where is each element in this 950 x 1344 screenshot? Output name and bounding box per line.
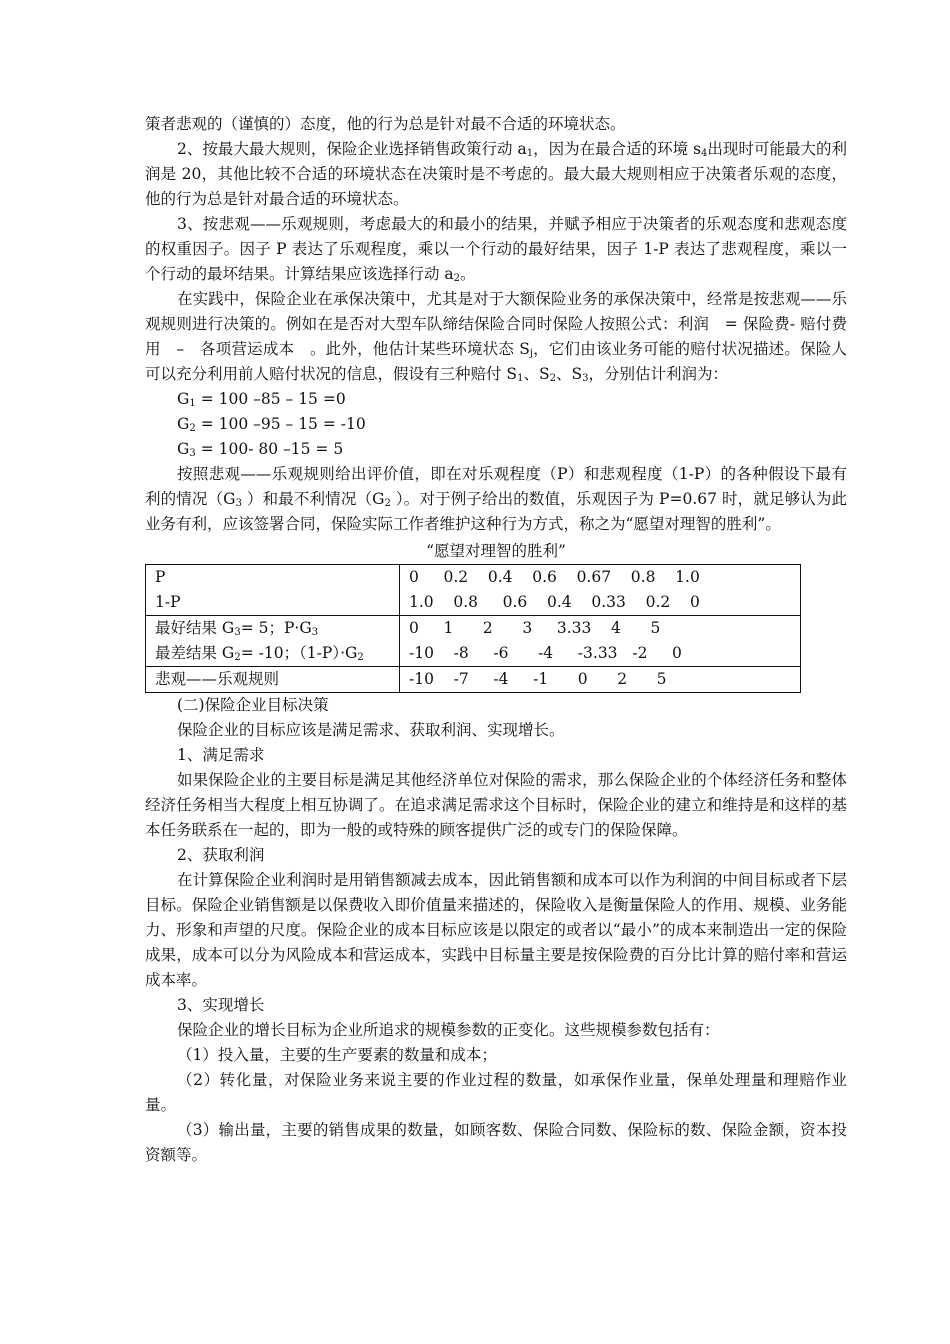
subsection-heading: 2、获取利润 [177, 846, 265, 864]
paragraph-practice: 在实践中，保险企业在承保决策中，尤其是对于大额保险业务的承保决策中，经常是按悲观——乐观规则进行决策的。例如在是否对大型车队缔结保险合同时保险人按照公式：利润 = 保险费- 赔付费用 – 各项营运成本 。此外，他估计某些环境状态 $S_j$，它们由该业务可能的赔付状况描述。保险人可以充分利用前人赔付状况的信息，假设有三种赔付 $S_1$、$S_2$、$S_3$，分别估计利润为： [145, 290, 847, 384]
list-item: （3）输出量，主要的销售成果的数量，如顾客数、保险合同数、保险标的数、保险金额，资本投资额等。 [145, 1121, 847, 1164]
label-hurwicz: 悲观——乐观规则 [146, 667, 400, 693]
label-best-result: 最好结果 $G_3= 5$；$P\cdot G_3$ [155, 619, 319, 638]
paragraph-growth-intro: 保险企业的增长目标为企业所追求的规模参数的正变化。这些规模参数包括有： [177, 1021, 720, 1039]
values-hurwicz: -10 -7 -4 -1 0 2 5 [400, 667, 801, 693]
table-row [146, 616, 801, 667]
values-p: 0 0.2 0.4 0.6 0.67 0.8 1.0 [409, 568, 700, 586]
formula-g2: $G_2 = 100$ –95 – 15 = -10 [177, 415, 366, 434]
table-caption: “愿望对理智的胜利” [426, 542, 566, 560]
paragraph-profit: 在计算保险企业利润时是用销售额减去成本，因此销售额和成本可以作为利润的中间目标或者下层目标。保险企业销售额是以保费收入即价值量来描述的，保险收入是衡量保险人的作用、规模、业务能力、形象和声望的尺度。保险企业的成本目标应该是以限定的或者以“最小”的成本来制造出一定的保险成果，成本可以分为风险成本和营运成本，实践中目标量主要是按保险费的百分比计算的赔付率和营运成本率。 [145, 871, 847, 989]
table-cell-values [400, 565, 801, 616]
values-worst-result: -10 -8 -6 -4 -3.33 -2 0 [409, 644, 682, 662]
label-worst-result: 最差结果 $G_2= -10$；$(1-P)\cdot G_2$ [155, 644, 364, 663]
decision-table [145, 564, 801, 693]
subsection-heading: 1、满足需求 [177, 746, 265, 764]
document-page [145, 112, 847, 1168]
table-cell-label [146, 616, 400, 667]
label-1-p: 1-P [155, 593, 181, 611]
section-intro: 保险企业的目标应该是满足需求、获取利润、实现增长。 [177, 721, 565, 739]
section-heading: (二)保险企业目标决策 [177, 696, 329, 714]
paragraph-maximax-rule: 2、按最大最大规则，保险企业选择销售政策行动 $a_1$，因为在最合适的环境 $s_4$出现时可能最大的利润是 20，其他比较不合适的环境状态在决策时是不考虑的。最大最大规则相应于决策者乐观的态度，他的行为总是针对最合适的环境状态。 [145, 140, 847, 208]
table-row [146, 667, 801, 693]
values-1-p: 1.0 0.8 0.6 0.4 0.33 0.2 0 [409, 593, 700, 611]
label-p: P [155, 568, 166, 586]
paragraph-demand: 如果保险企业的主要目标是满足其他经济单位对保险的需求，那么保险企业的个体经济任务和整体经济任务相当大程度上相互协调了。在追求满足需求这个目标时，保险企业的建立和维持是和这样的基本任务联系在一起的，即为一般的或特殊的顾客提供广泛的或专门的保险保障。 [145, 771, 847, 839]
paragraph-intro-tail: 策者悲观的（谨慎的）态度，他的行为总是针对最不合适的环境状态。 [145, 115, 626, 133]
paragraph-hurwicz-rule: 3、按悲观——乐观规则，考虑最大的和最小的结果，并赋予相应于决策者的乐观态度和悲观态度的权重因子。因子 P 表达了乐观程度，乘以一个行动的最好结果，因子 1-P 表达了悲观程度，乘以一个行动的最坏结果。计算结果应该选择行动 $a_2$。 [145, 215, 847, 284]
subsection-heading: 3、实现增长 [177, 996, 265, 1014]
list-item: （2）转化量，对保险业务来说主要的作业过程的数量，如承保作业量，保单处理量和理赔作业量。 [145, 1071, 847, 1114]
formula-g3: $G_3 = 100-$ 80 –15 = 5 [177, 440, 344, 459]
paragraph-evaluation: 按照悲观——乐观规则给出评价值，即在对乐观程度（P）和悲观程度（1-P）的各种假设下最有利的情况（$G_3$ ）和最不利情况（$G_2$ ）。对于例子给出的数值，乐观因子为 P=0.67 时，就足够认为此业务有利，应该签署合同，保险实际工作者维护这种行为方式，称之为“愿望对理智的胜利”。 [145, 465, 847, 533]
values-best-result: 0 1 2 3 3.33 4 5 [409, 619, 661, 637]
table-cell-values [400, 616, 801, 667]
formula-g1: $G_1 = 100$ –85 – 15 =0 [177, 390, 346, 409]
list-item: （1）投入量，主要的生产要素的数量和成本； [177, 1046, 497, 1064]
table-cell-label [146, 565, 400, 616]
table-row [146, 565, 801, 616]
